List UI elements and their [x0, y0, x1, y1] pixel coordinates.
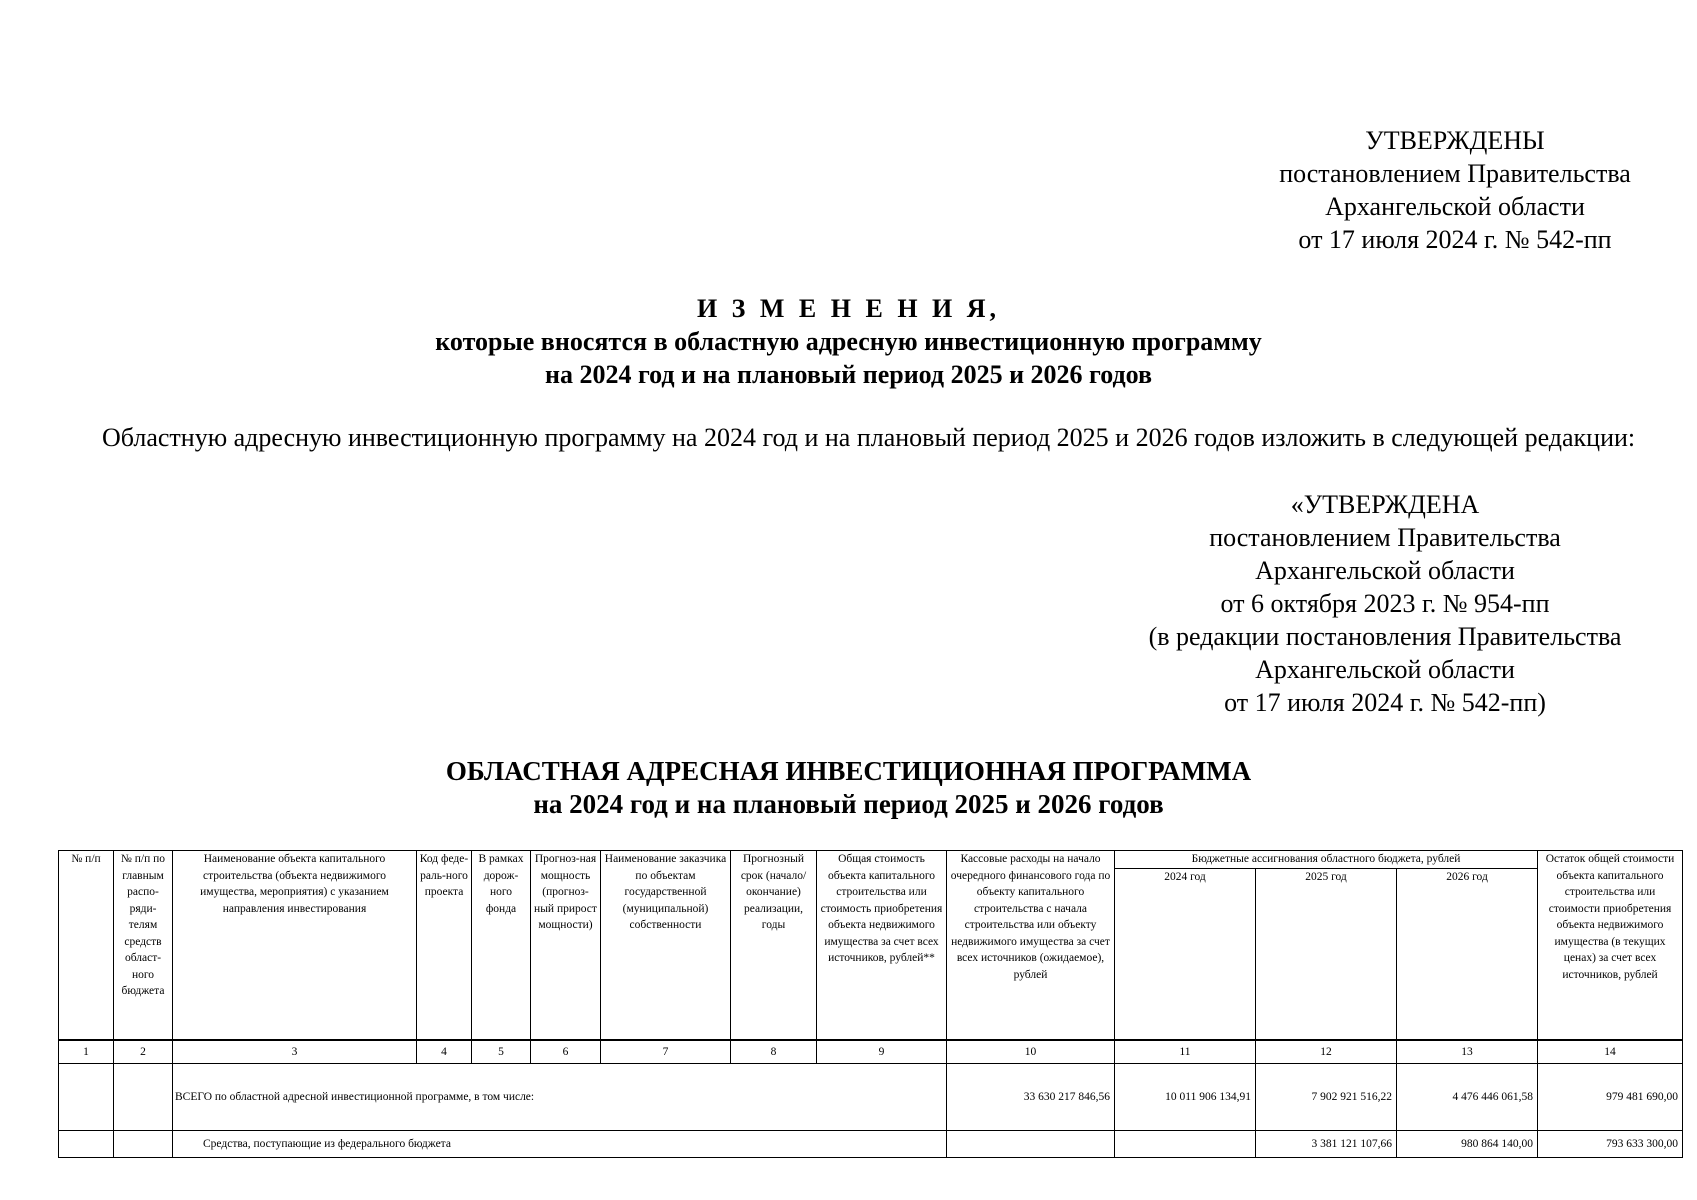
changes-subheading: которые вносятся в областную адресную инвестиционную программу — [435, 327, 1262, 356]
column-number: 5 — [472, 1040, 531, 1064]
col-header: В рамках дорож-ного фонда — [472, 851, 531, 1041]
col-header: № п/п по главным распо-ряди-телям средств област-ного бюджета — [114, 851, 173, 1041]
column-number: 2 — [114, 1040, 173, 1064]
changes-title — [0, 292, 1697, 391]
approval-line: Архангельской области — [1255, 556, 1515, 585]
col-header: Общая стоимость объекта капитального строительства или стоимость приобретения объекта недвижимого имущества за счет всех источников, рублей** — [817, 851, 947, 1041]
column-number: 4 — [417, 1040, 472, 1064]
program-title — [0, 755, 1697, 821]
table-cell — [59, 1131, 114, 1158]
column-number: 8 — [731, 1040, 817, 1064]
approval-line: УТВЕРЖДЕНЫ — [1365, 126, 1545, 155]
column-number: 14 — [1538, 1040, 1683, 1064]
cash-expenses-cell: 10 011 906 134,91 — [1115, 1064, 1256, 1131]
approval-stamp-top — [1225, 124, 1685, 256]
cash-expenses-cell — [1115, 1131, 1256, 1158]
approval-line: постановлением Правительства — [1209, 523, 1561, 552]
column-number: 10 — [947, 1040, 1115, 1064]
column-number: 3 — [173, 1040, 417, 1064]
column-number: 7 — [601, 1040, 731, 1064]
investment-program-table — [58, 850, 1683, 1158]
table-cell — [59, 1064, 114, 1131]
program-heading: ОБЛАСТНАЯ АДРЕСНАЯ ИНВЕСТИЦИОННАЯ ПРОГРАММА — [445, 756, 1252, 786]
column-number: 12 — [1256, 1040, 1397, 1064]
column-number-row — [59, 1040, 1683, 1064]
approval-line: «УТВЕРЖДЕНА — [1290, 490, 1480, 519]
col-header: Кассовые расходы на начало очередного финансового года по объекту капитального строительства с начала строительства или объекту недвижимого имущества за счет всех источников (ожидаемое), рублей — [947, 851, 1115, 1041]
approval-line: от 17 июля 2024 г. № 542-пп) — [1224, 688, 1546, 717]
budget-2026-cell: 793 633 300,00 — [1538, 1131, 1683, 1158]
row-name: ВСЕГО по областной адресной инвестиционной программе, в том числе: — [173, 1064, 947, 1131]
budget-2024-cell: 3 381 121 107,66 — [1256, 1131, 1397, 1158]
column-number: 11 — [1115, 1040, 1256, 1064]
col-header: Остаток общей стоимости объекта капитального строительства или стоимости приобретения объекта недвижимого имущества (в текущих ценах) за счет всех источников, рублей — [1538, 851, 1683, 1041]
table-row-federal — [59, 1131, 1683, 1158]
approval-line: от 17 июля 2024 г. № 542-пп — [1298, 225, 1612, 254]
col-header: № п/п — [59, 851, 114, 1041]
table-cell — [114, 1064, 173, 1131]
budget-2026-cell: 979 481 690,00 — [1538, 1064, 1683, 1131]
approval-line: Архангельской области — [1325, 192, 1585, 221]
program-subheading: на 2024 год и на плановый период 2025 и 2026 годов — [533, 789, 1164, 819]
table-header-row — [59, 851, 1683, 869]
budget-2025-cell: 980 864 140,00 — [1397, 1131, 1538, 1158]
budget-2024-cell: 7 902 921 516,22 — [1256, 1064, 1397, 1131]
table-row-total — [59, 1064, 1683, 1131]
budget-group-header: Бюджетные ассигнования областного бюджета, рублей — [1115, 851, 1538, 869]
col-header: Прогноз-ная мощность (прогноз-ный прирост мощности) — [531, 851, 601, 1041]
approval-line: Архангельской области — [1255, 655, 1515, 684]
approval-stamp-inner — [1080, 488, 1690, 719]
year-header: 2026 год — [1397, 868, 1538, 1040]
approval-line: (в редакции постановления Правительства — [1148, 622, 1622, 651]
table-cell — [114, 1131, 173, 1158]
col-header: Наименование заказчика по объектам государственной (муниципальной) собственности — [601, 851, 731, 1041]
column-number: 9 — [817, 1040, 947, 1064]
budget-2025-cell: 4 476 446 061,58 — [1397, 1064, 1538, 1131]
col-header: Код феде-раль-ного проекта — [417, 851, 472, 1041]
changes-heading: И З М Е Н Е Н И Я, — [696, 294, 1001, 323]
row-name: Средства, поступающие из федерального бюджета — [173, 1131, 947, 1158]
col-header: Прогнозный срок (начало/ окончание) реализации, годы — [731, 851, 817, 1041]
intro-paragraph: Областную адресную инвестиционную программу на 2024 год и на плановый период 2025 и 2026 годов изложить в следующей редакции: — [102, 423, 1636, 452]
total-cost-cell — [947, 1131, 1115, 1158]
approval-line: постановлением Правительства — [1279, 159, 1631, 188]
total-cost-cell: 33 630 217 846,56 — [947, 1064, 1115, 1131]
year-header: 2025 год — [1256, 868, 1397, 1040]
year-header: 2024 год — [1115, 868, 1256, 1040]
column-number: 6 — [531, 1040, 601, 1064]
col-header: Наименование объекта капитального строительства (объекта недвижимого имущества, мероприятия) с указанием направления инвестирования — [173, 851, 417, 1041]
changes-subheading: на 2024 год и на плановый период 2025 и 2026 годов — [544, 360, 1153, 389]
column-number: 1 — [59, 1040, 114, 1064]
approval-line: от 6 октября 2023 г. № 954-пп — [1220, 589, 1550, 618]
column-number: 13 — [1397, 1040, 1538, 1064]
